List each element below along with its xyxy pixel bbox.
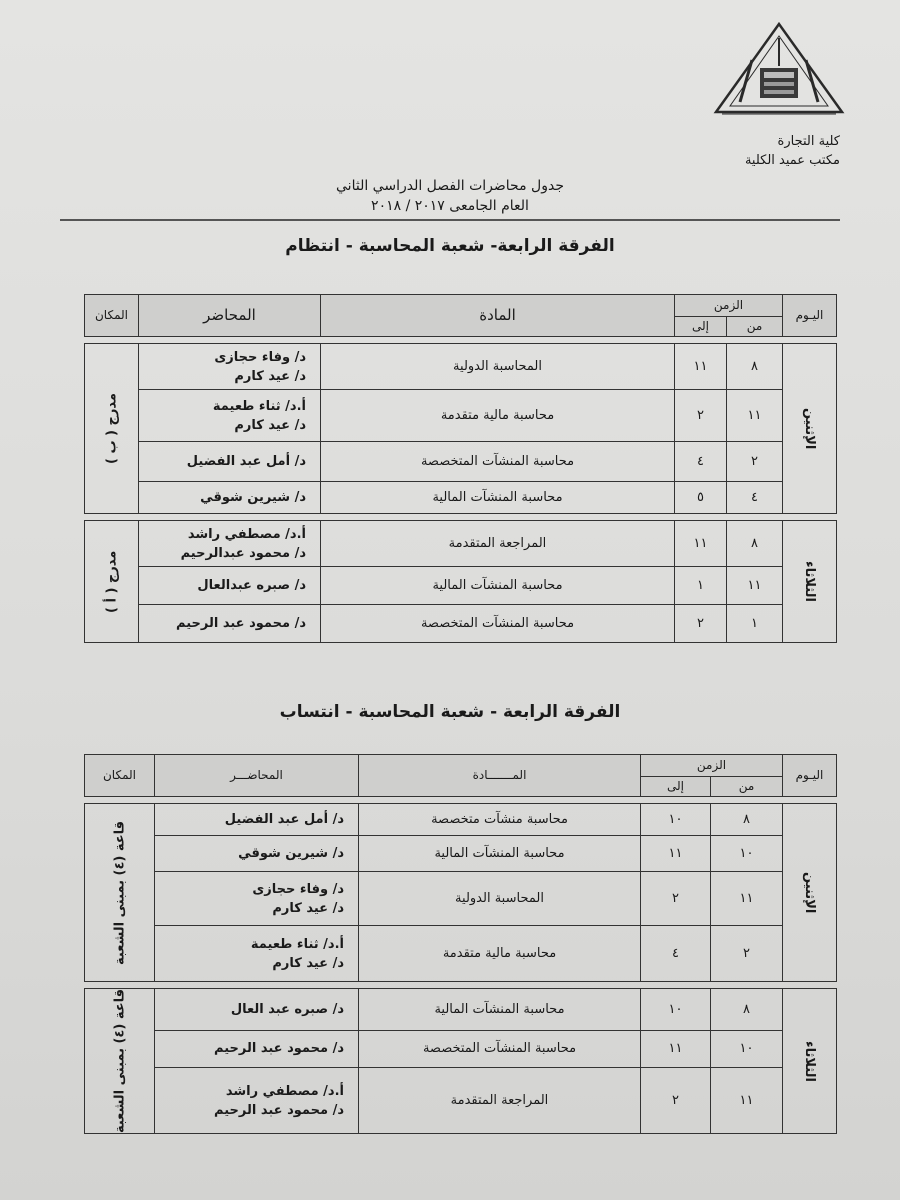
col-from: من (727, 317, 783, 337)
lecturer-cell: د/ صبره عبد العال (155, 989, 359, 1031)
dean-office: مكتب عميد الكلية (744, 153, 840, 168)
subject-cell: المراجعة المتقدمة (359, 1068, 641, 1134)
subject-cell: المحاسبة الدولية (321, 344, 675, 390)
schedule-table-regular (84, 294, 837, 643)
table-gap (85, 797, 837, 804)
time-from: ٨ (711, 989, 783, 1031)
time-from: ٤ (727, 482, 783, 514)
lecturer-cell: أ.د/ ثناء طعيمة د/ عيد كارم (139, 390, 321, 442)
day-cell: الإثنين (783, 344, 837, 514)
time-to: ١٠ (641, 804, 711, 836)
time-to: ٢ (675, 605, 727, 643)
section2-title: الفرقة الرابعة - شعبة المحاسبة - انتساب (279, 702, 621, 722)
college-header (640, 132, 840, 170)
time-from: ١٠ (711, 1030, 783, 1067)
day-cell: الثلاثاء (783, 521, 837, 643)
col-time: الزمن (675, 295, 783, 317)
table-row (85, 482, 837, 514)
table-row (85, 836, 837, 872)
place-cell: مدرج ( ب ) (85, 344, 139, 514)
time-from: ١٠ (711, 836, 783, 872)
subject-cell: محاسبة المنشآت المتخصصة (359, 1030, 641, 1067)
time-to: ١ (675, 567, 727, 605)
lecturer-cell: د/ محمود عبد الرحيم (139, 605, 321, 643)
time-from: ٢ (711, 926, 783, 982)
table-row (85, 567, 837, 605)
time-from: ٨ (711, 804, 783, 836)
table-row (85, 390, 837, 442)
col-place: المكان (85, 755, 155, 797)
subject-cell: محاسبة المنشآت المالية (321, 482, 675, 514)
schedule-table-affiliation (84, 754, 837, 1134)
col-to: إلى (641, 777, 711, 797)
table-row (85, 1030, 837, 1067)
lecturer-cell: د/ صبره عبدالعال (139, 567, 321, 605)
col-place: المكان (85, 295, 139, 337)
col-time: الزمن (641, 755, 783, 777)
time-from: ٨ (727, 521, 783, 567)
lecturer-cell: د/ أمل عبد الفضيل (155, 804, 359, 836)
lecturer-cell: د/ شيرين شوقي (155, 836, 359, 872)
lecturer-cell: د/ محمود عبد الرحيم (155, 1030, 359, 1067)
time-from: ١١ (711, 872, 783, 926)
university-logo (712, 20, 846, 118)
lecturer-cell: د/ أمل عبد الفضيل (139, 442, 321, 482)
place-cell: مدرج ( أ ) (85, 521, 139, 643)
time-to: ١١ (675, 344, 727, 390)
subject-cell: المراجعة المتقدمة (321, 521, 675, 567)
table-gap (85, 514, 837, 521)
time-to: ١١ (641, 836, 711, 872)
col-day: اليـوم (783, 755, 837, 797)
time-to: ١٠ (641, 989, 711, 1031)
col-subject: المادة (321, 295, 675, 337)
subject-cell: محاسبة مالية متقدمة (359, 926, 641, 982)
col-from: من (711, 777, 783, 797)
time-to: ٢ (641, 1068, 711, 1134)
table-row (85, 344, 837, 390)
subject-cell: محاسبة المنشآت المالية (321, 567, 675, 605)
subject-cell: محاسبة مالية متقدمة (321, 390, 675, 442)
lecturer-cell: أ.د/ مصطفي راشد د/ محمود عبد الرحيم (155, 1068, 359, 1134)
table-row (85, 521, 837, 567)
lecturer-cell: د/ شيرين شوقي (139, 482, 321, 514)
day-cell: الثلاثاء (783, 989, 837, 1134)
time-to: ٢ (675, 390, 727, 442)
day-cell: الإثنين (783, 804, 837, 982)
academic-year: العام الجامعى ٢٠١٧ / ٢٠١٨ (371, 198, 529, 214)
time-to: ٥ (675, 482, 727, 514)
table-row (85, 926, 837, 982)
col-subject: المـــــــادة (359, 755, 641, 797)
subject-cell: محاسبة المنشآت المالية (359, 836, 641, 872)
lecturer-cell: د/ وفاء حجازى د/ عيد كارم (155, 872, 359, 926)
subject-cell: محاسبة المنشآت المتخصصة (321, 605, 675, 643)
place-cell: قاعة (٤) بمبنى الشعبة (85, 804, 155, 982)
time-to: ١١ (641, 1030, 711, 1067)
subject-cell: محاسبة المنشآت المالية (359, 989, 641, 1031)
table-row (85, 989, 837, 1031)
col-to: إلى (675, 317, 727, 337)
table-row (85, 804, 837, 836)
time-to: ٢ (641, 872, 711, 926)
subject-cell: المحاسبة الدولية (359, 872, 641, 926)
table-row (85, 872, 837, 926)
schedule-title: جدول محاضرات الفصل الدراسي الثاني (336, 178, 564, 194)
section1-title: الفرقة الرابعة- شعبة المحاسبة - انتظام (285, 236, 615, 256)
schedule-titles (300, 176, 600, 216)
time-from: ٨ (727, 344, 783, 390)
lecturer-cell: أ.د/ مصطفي راشد د/ محمود عبدالرحيم (139, 521, 321, 567)
time-to: ٤ (675, 442, 727, 482)
time-to: ٤ (641, 926, 711, 982)
lecturer-cell: د/ وفاء حجازى د/ عيد كارم (139, 344, 321, 390)
lecturer-cell: أ.د/ ثناء طعيمة د/ عيد كارم (155, 926, 359, 982)
time-from: ١١ (727, 390, 783, 442)
subject-cell: محاسبة المنشآت المتخصصة (321, 442, 675, 482)
table-row (85, 442, 837, 482)
subject-cell: محاسبة منشآت متخصصة (359, 804, 641, 836)
college-name: كلية التجارة (777, 134, 840, 149)
table-gap (85, 982, 837, 989)
table-row (85, 1068, 837, 1134)
place-cell: قاعة (٤) بمبنى الشعبة (85, 989, 155, 1134)
time-to: ١١ (675, 521, 727, 567)
table-row (85, 605, 837, 643)
col-day: اليـوم (783, 295, 837, 337)
time-from: ١١ (711, 1068, 783, 1134)
table-gap (85, 337, 837, 344)
time-from: ٢ (727, 442, 783, 482)
col-lecturer: المحاضـــر (155, 755, 359, 797)
col-lecturer: المحاضر (139, 295, 321, 337)
time-from: ١ (727, 605, 783, 643)
header-divider (60, 219, 840, 221)
time-from: ١١ (727, 567, 783, 605)
